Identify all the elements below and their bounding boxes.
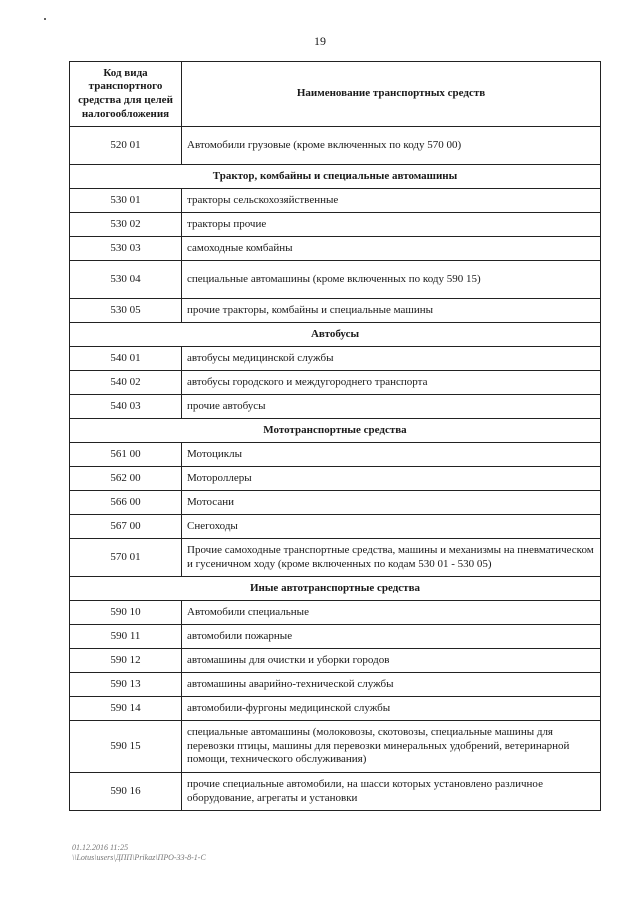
vehicle-code: 566 00 — [70, 491, 182, 515]
header-name-column: Наименование транспортных средств — [182, 62, 601, 127]
section-title: Мототранспортные средства — [70, 419, 601, 443]
section-title: Трактор, комбайны и специальные автомашины — [70, 165, 601, 189]
vehicle-name: автомашины аварийно-технической службы — [182, 673, 601, 697]
table-row — [70, 773, 601, 811]
vehicle-code: 590 11 — [70, 625, 182, 649]
print-footer — [72, 843, 206, 864]
vehicle-name: прочие специальные автомобили, на шасси которых установлено различное оборудование, агрегаты и установки — [182, 773, 601, 811]
vehicle-code: 562 00 — [70, 467, 182, 491]
table-row — [70, 491, 601, 515]
vehicle-name: тракторы прочие — [182, 213, 601, 237]
vehicle-codes-table — [69, 61, 601, 811]
vehicle-code: 561 00 — [70, 443, 182, 467]
vehicle-code: 540 02 — [70, 371, 182, 395]
section-title: Автобусы — [70, 323, 601, 347]
footer-timestamp: 01.12.2016 11:25 — [72, 843, 129, 852]
scan-dot — [44, 18, 46, 20]
vehicle-code: 530 02 — [70, 213, 182, 237]
vehicle-name: автомашины для очистки и уборки городов — [182, 649, 601, 673]
table-row — [70, 189, 601, 213]
vehicle-name: Снегоходы — [182, 515, 601, 539]
table-row — [70, 721, 601, 773]
vehicle-name: самоходные комбайны — [182, 237, 601, 261]
vehicle-name: автобусы городского и междугороднего транспорта — [182, 371, 601, 395]
vehicle-code: 530 01 — [70, 189, 182, 213]
vehicle-code: 590 10 — [70, 601, 182, 625]
section-row — [70, 323, 601, 347]
vehicle-name: прочие тракторы, комбайны и специальные машины — [182, 299, 601, 323]
vehicle-name: Мотороллеры — [182, 467, 601, 491]
vehicle-code: 590 14 — [70, 697, 182, 721]
vehicle-name: тракторы сельскохозяйственные — [182, 189, 601, 213]
vehicle-code: 540 01 — [70, 347, 182, 371]
table-row — [70, 443, 601, 467]
section-row — [70, 577, 601, 601]
vehicle-code: 590 12 — [70, 649, 182, 673]
section-row — [70, 419, 601, 443]
vehicle-code: 520 01 — [70, 127, 182, 165]
vehicle-name: специальные автомашины (кроме включенных по коду 590 15) — [182, 261, 601, 299]
vehicle-code: 530 04 — [70, 261, 182, 299]
table-row — [70, 261, 601, 299]
table-row — [70, 697, 601, 721]
table-row — [70, 467, 601, 491]
vehicle-name: автомобили пожарные — [182, 625, 601, 649]
vehicle-code: 590 15 — [70, 721, 182, 773]
vehicle-name: специальные автомашины (молоковозы, скотовозы, специальные машины для перевозки птицы, машины для перевозки минеральных удобрений, ветеринарной помощи, технического обслуживания) — [182, 721, 601, 773]
table-row — [70, 515, 601, 539]
table-row — [70, 237, 601, 261]
vehicle-code: 590 13 — [70, 673, 182, 697]
vehicle-code: 567 00 — [70, 515, 182, 539]
table-row — [70, 371, 601, 395]
section-row — [70, 165, 601, 189]
vehicle-code: 530 03 — [70, 237, 182, 261]
page-number: 19 — [314, 34, 326, 48]
vehicle-name: автобусы медицинской службы — [182, 347, 601, 371]
table-row — [70, 127, 601, 165]
footer-path: \\Lotus\users\ДПП\Prikaz\ПРО-ЗЗ-8-1-С — [72, 853, 206, 863]
vehicle-name: Мотоциклы — [182, 443, 601, 467]
table-row — [70, 395, 601, 419]
vehicle-name: Автомобили специальные — [182, 601, 601, 625]
header-code-column: Код вида транспортного средства для целей налогообложения — [70, 62, 182, 127]
table-row — [70, 213, 601, 237]
vehicle-name: Прочие самоходные транспортные средства, машины и механизмы на пневматическом и гусеничном ходу (кроме включенных по кодам 530 01 - 530 05) — [182, 539, 601, 577]
table-row — [70, 673, 601, 697]
table-body — [70, 127, 601, 811]
vehicle-name: прочие автобусы — [182, 395, 601, 419]
vehicle-code: 570 01 — [70, 539, 182, 577]
table-row — [70, 601, 601, 625]
section-title: Иные автотранспортные средства — [70, 577, 601, 601]
table-row — [70, 299, 601, 323]
vehicle-name: Автомобили грузовые (кроме включенных по коду 570 00) — [182, 127, 601, 165]
vehicle-code: 530 05 — [70, 299, 182, 323]
table-row — [70, 539, 601, 577]
vehicle-code: 590 16 — [70, 773, 182, 811]
vehicle-code: 540 03 — [70, 395, 182, 419]
vehicle-name: Мотосани — [182, 491, 601, 515]
vehicle-name: автомобили-фургоны медицинской службы — [182, 697, 601, 721]
table-row — [70, 347, 601, 371]
table-row — [70, 625, 601, 649]
table-row — [70, 649, 601, 673]
